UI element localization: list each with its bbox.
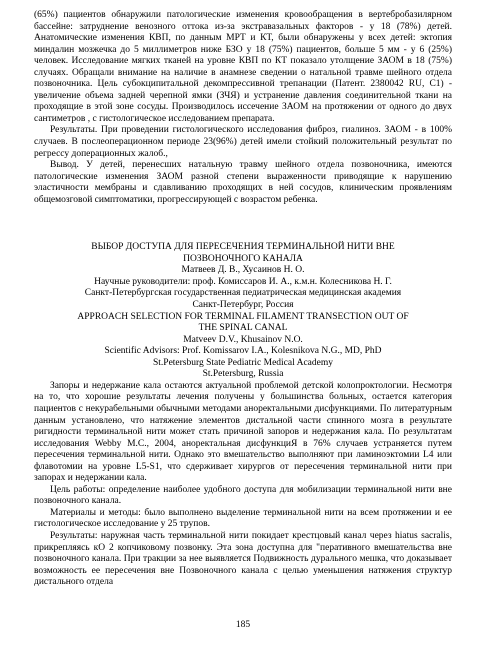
title-en-line1: APPROACH SELECTION FOR TERMINAL FILAMENT TRANSECTION OUT OF [77,311,409,322]
paragraph-results: Результаты. При проведении гистологического исследования фиброз, гиалиноз. ЗАОМ - в 100% случаев. В послеоперационном периоде 23(96%) детей имели стойкий положительный результат по регрессу доперационных жалоб., [34,125,452,159]
paragraph-introduction: Запоры и недержание кала остаются актуальной проблемой детской колопроктологии. Несмотря на то, что хорошие результаты лечения получены у большинства больных, остается категория пациентов с некурабельными обычными методами аноректальными дисфункциями. По литературным данным установлено, что натяжение элементов дистальной части спинного мозга в результате ригидности терминальной нити может стать причиной запоров и недержания кала. По результатам исследования Webby M.C., 2004, аноректальная дисфункциЯ в 76% случаев устраняется путем пересечения терминальной нити. Однако это вмешательство выполняют при ламиноэктомии L4 или флавотомии на уровне L5-S1, что сдерживает хирургов от пересечения терминальной нити при запорах и недержании кала. [34,380,452,484]
paragraph-aim: Цель работы: определение наиболее удобного доступа для мобилизации терминальной нити вне позвоночного канала. [34,484,452,507]
title-en-line2: THE SPINAL CANAL [198,323,288,334]
title-ru-line1: ВЫБОР ДОСТУПА ДЛЯ ПЕРЕСЕЧЕНИЯ ТЕРМИНАЛЬНОЙ НИТИ ВНЕ [91,242,395,253]
abstract-header-en [34,312,452,381]
page-number: 185 [235,620,251,630]
abstract-header-ru [34,242,452,311]
advisors-en: Scientific Advisors: Prof. Komissarov I.A., Kolesnikova N.G., MD, PhD [104,346,382,357]
institution-en: St.Petersburg State Pediatric Medical Academy [152,357,334,368]
advisors-ru: Научные руководители: проф. Комиссаров И. А., к.м.н. Колесникова Н. Г. [94,276,392,287]
city-ru: Санкт-Петербург, Россия [192,300,294,311]
section-gap [34,206,452,242]
city-en: St.Petersburg, Russia [202,369,284,380]
abstract-body [34,381,452,589]
paragraph-results-body: Результаты: наружная часть терминальной нити покидает крестцовый канал через hiatus sacralis, прикрепляясь кО 2 копчиковому позвонку. Эта зона доступна для "перативного вмешательства вне позвоночного канала. При тракции за нее выявляется Подвижность дурального мешка, что доказывает возможность ее пересечения вне Позвоночного канала с целью уменьшения натяжения структур дистального отдела [34,530,452,588]
paragraph-methods: Материалы и методы: было выполнено выделение терминальной нити на всем протяжении и ее гистологическое исследование у 25 трупов. [34,507,452,530]
previous-abstract-continuation [34,10,452,206]
paragraph-results-continued: (65%) пациентов обнаружили патологические изменения кровообращения в вертебробазилярном бассейне: затруднение венозного оттока из-за экстравазальных факторов - у 18 (78%) детей. Анатомические изменения КВП, по данным МРТ и КТ, были обнаружены у всех детей: эктопия миндалин мозжечка до 5 миллиметров ниже БЗО у 18 (75%) пациентов, больше 5 мм - у 6 (25%) человек. Исследование мягких тканей на уровне КВП по КТ показало утолщение ЗАОМ в 18 (75%) случаях. Обращали внимание на наличие в анамнезе сведении о натальной травме шейного отдела позвоночника. Цель субокципитальной декомпрессивной трепанации (Патент. 2380042 RU, C1) - увеличение объема задней черепной ямки (ЗЧЯ) и устранение давления соединительной ткани на проходящие в этой зоне сосуды. Производилось иссечение ЗАОМ на протяжении от одного до двух сантиметров , с гистологическое исследованием препарата. [34,10,452,124]
paragraph-conclusion: Вывод. У детей, перенесших натальную травму шейного отдела позвоночника, имеются патологические изменения ЗАОМ разной степени выраженности приводящие к нарушению эластичности мембраны и сдавливанию проходящих в ней сосудов, клиническим проявлениям общемозговой симптоматики, прогрессирующей с возрастом ребенка. [34,160,452,205]
title-ru-line2: ПОЗВОНОЧНОГО КАНАЛА [183,253,303,264]
authors-ru: Матвеев Д. В., Хусаинов Н. О. [181,265,305,276]
authors-en: Matveev D.V., Khusainov N.O. [183,334,303,345]
institution-ru: Санкт-Петербургская государственная педиатрическая медицинская академия [84,288,402,299]
